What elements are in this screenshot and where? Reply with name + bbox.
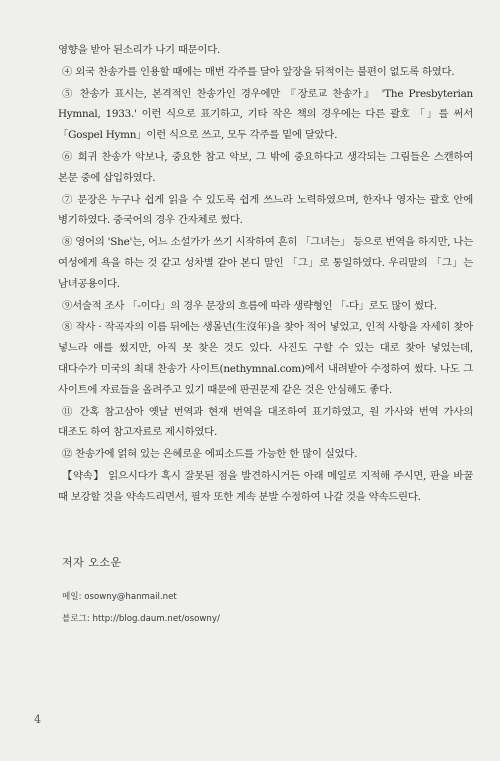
page-number: 4 bbox=[34, 713, 41, 726]
paragraph-item-6: ⑥ 희귀 찬송가 악보나, 중요한 참고 악보, 그 밖에 중요하다고 생각되는 그림들은 스캔하여 본문 중에 삽입하였다. bbox=[58, 150, 473, 184]
paragraph-item-8-she: ⑧ 영어의 'She'는, 어느 소설가가 쓰기 시작하여 흔히 「그녀는」 등으로 번역을 하지만, 나는 여성에게 욕을 하는 것 같고 성차별 같아 본디 말인 「그」로 통일하였다. 우리말의 「그」는 남녀공용이다. bbox=[58, 236, 473, 290]
promise-text: 읽으시다가 혹시 잘못된 점을 발견하시거든 아래 메일로 지적해 주시면, 판을 바꿀 때 보강할 것을 약속드리면서, 필자 또한 계속 분발 수정하여 나갈 것을 약속드린다. bbox=[58, 469, 474, 503]
author-name: 저자 오소운 bbox=[62, 556, 122, 569]
paragraph-promise bbox=[58, 466, 473, 508]
author-blog: 블로그: http://blog.daum.net/osowny/ bbox=[62, 614, 220, 624]
body-text bbox=[58, 40, 473, 509]
paragraph-item-5: ⑤ 찬송가 표시는, 본격적인 찬송가인 경우에만 『장로교 찬송가』 'The Presbyterian Hymnal, 1933.' 이런 식으로 표기하고, 기타 작은 책의 경우에는 다른 괄호 「」를 써서 「Gospel Hymn」이런 식으로 쓰고, 모두 각주를 밑에 달았다. bbox=[58, 87, 473, 142]
author-block bbox=[58, 554, 458, 632]
paragraph-item-10: ⑧ 작사 · 작곡자의 이름 뒤에는 생몰년(生沒年)을 찾아 적어 넣었고, 인적 사항을 자세히 찾아 넣느라 애를 썼지만, 아직 못 찾은 것도 있다. 사진도 구할 수 있는 대로 찾아 넣었는데, 대다수가 미국의 최대 찬송가 사이트(nethymnal.com)에서 내려받아 수정하여 썼다. 나도 그 사이트에 자료들을 올려주고 있기 때문에 판권문제 같은 것은 안심해도 좋다. bbox=[58, 321, 473, 396]
paragraph-item-4: ④ 외국 찬송가를 인용할 때에는 매번 각주를 달아 앞장을 뒤적이는 불편이 없도록 하였다. bbox=[62, 65, 455, 78]
author-email: 메일: osowny@hanmail.net bbox=[62, 592, 177, 602]
promise-tag: 【약속】 bbox=[62, 469, 105, 482]
paragraph-item-7: ⑦ 문장은 누구나 쉽게 읽을 수 있도록 쉽게 쓰느라 노력하였으며, 한자나 영자는 괄호 안에 병기하였다. 중국어의 경우 간자체로 썼다. bbox=[58, 193, 473, 227]
paragraph-item-12: ⑫ 찬송가에 얽혀 있는 은혜로운 에피소드를 가능한 한 많이 실었다. bbox=[62, 448, 358, 461]
paragraph-item-9: ⑨서술적 조사 「-이다」의 경우 문장의 흐름에 따라 생략형인 「-다」로도 많이 썼다. bbox=[62, 299, 437, 312]
paragraph-continuation: 영향을 받아 된소리가 나기 때문이다. bbox=[58, 44, 221, 56]
paragraph-item-11: ⑪ 간혹 참고삼아 옛날 번역과 현재 번역을 대조하여 표기하였고, 원 가사와 번역 가사의 대조도 하여 참고자료로 제시하였다. bbox=[58, 405, 473, 439]
